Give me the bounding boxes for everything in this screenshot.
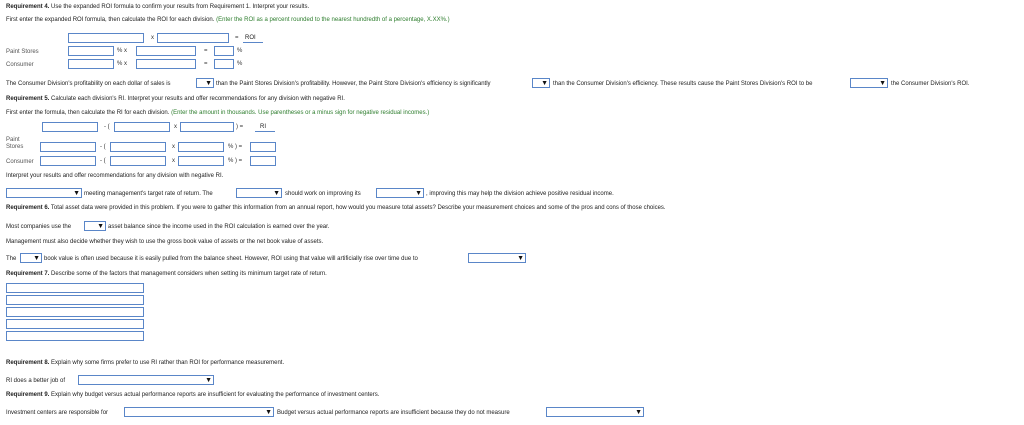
req9-dropdown-1[interactable] [124, 407, 274, 417]
req5-formula-part3[interactable] [180, 122, 234, 132]
chevron-down-icon: ▼ [205, 80, 212, 87]
req8-dropdown[interactable] [78, 375, 214, 385]
paint-stores-assets-input[interactable] [110, 142, 166, 152]
req6-heading: Requirement 6. Total asset data were provided in this problem. If you were to gather this information from an annual report, how would you measure total assets? Describe your measurement choices and some of the pros and cons of those choices. [6, 205, 666, 211]
times-sign: x [174, 124, 177, 130]
req8-heading: Requirement 8. Explain why some firms prefer to use RI rather than ROI for performance measurement. [6, 360, 285, 366]
percent-sign: % [237, 61, 243, 67]
req6-line2: Management must also decide whether they wish to use the gross book value of assets or the net book value of assets. [6, 239, 324, 245]
chevron-down-icon: ▼ [517, 255, 524, 262]
row-label-paint: Paint [6, 137, 20, 143]
req7-heading: Requirement 7. Describe some of the factors that management considers when setting its minimum target rate of return. [6, 271, 327, 277]
row-label-paint-stores: Paint Stores [6, 49, 39, 55]
req5-instruction: First enter the formula, then calculate the RI for each division. (Enter the amount in thousands. Use parentheses or a minus sign for negative residual incomes.) [6, 110, 430, 116]
chevron-down-icon: ▼ [265, 409, 272, 416]
req6-line1-a: Most companies use the [6, 224, 72, 230]
paint-stores-roi-input[interactable] [214, 46, 234, 56]
paint-stores-turnover-input[interactable] [136, 46, 196, 56]
chevron-down-icon: ▼ [97, 223, 104, 230]
req6-dropdown-2[interactable] [20, 253, 42, 263]
row-label-stores: Stores [6, 144, 24, 150]
req4-dropdown-2[interactable] [532, 78, 550, 88]
req7-answer-input-4[interactable] [6, 319, 144, 329]
equals-sign: = [235, 35, 239, 41]
req7-answer-input-5[interactable] [6, 331, 144, 341]
equals-sign: = [204, 61, 208, 67]
req5-heading: Requirement 5. Calculate each division's RI. Interpret your results and offer recommendations for any division with negative RI. [6, 96, 345, 102]
close-equals: ) = [236, 124, 244, 130]
paint-stores-margin-input[interactable] [68, 46, 114, 56]
req4-formula-part2[interactable] [157, 33, 229, 43]
req5-dropdown-1[interactable] [6, 188, 82, 198]
req4-heading: Requirement 4. Use the expanded ROI formula to confirm your results from Requirement 1. Interpret your results. [6, 4, 310, 10]
minus-paren: - ( [104, 124, 110, 130]
percent-times: % x [117, 61, 128, 67]
req7-answer-input-1[interactable] [6, 283, 144, 293]
row-label-consumer: Consumer [6, 62, 34, 68]
req6-dropdown-3[interactable] [468, 253, 526, 263]
req4-sentence-part-a: The Consumer Division's profitability on each dollar of sales is [6, 81, 171, 87]
req5-dropdown-2[interactable] [236, 188, 282, 198]
chevron-down-icon: ▼ [33, 255, 40, 262]
chevron-down-icon: ▼ [415, 190, 422, 197]
paint-stores-ri-input[interactable] [250, 142, 276, 152]
chevron-down-icon: ▼ [635, 409, 642, 416]
equals-sign: = [204, 48, 208, 54]
req6-line3-a: The [6, 256, 17, 262]
req6-dropdown-1[interactable] [84, 221, 106, 231]
req7-answer-input-3[interactable] [6, 307, 144, 317]
req5-sentence-3: , improving this may help the division achieve positive residual income. [426, 191, 614, 197]
chevron-down-icon: ▼ [73, 190, 80, 197]
percent-close-equals: % ) = [228, 144, 243, 150]
req6-line1-b: asset balance since the income used in the ROI calculation is earned over the year. [108, 224, 330, 230]
req6-line3-b: book value is often used because it is easily pulled from the balance sheet. However, ROI using that value will artificially rise over time due to [44, 256, 418, 262]
chevron-down-icon: ▼ [273, 190, 280, 197]
consumer-rate-input[interactable] [178, 156, 224, 166]
percent-sign: % [237, 48, 243, 54]
percent-times: % x [117, 48, 128, 54]
chevron-down-icon: ▼ [879, 80, 886, 87]
req4-formula-part1[interactable] [68, 33, 144, 43]
req4-instruction: First enter the expanded ROI formula, then calculate the ROI for each division. (Enter the ROI as a percent rounded to the nearest hundredth of a percentage, X.XX%.) [6, 17, 450, 23]
paint-stores-rate-input[interactable] [178, 142, 224, 152]
consumer-roi-input[interactable] [214, 59, 234, 69]
req5-formula-part2[interactable] [114, 122, 170, 132]
chevron-down-icon: ▼ [541, 80, 548, 87]
minus-paren: - ( [100, 158, 106, 164]
req4-sentence-part-d: the Consumer Division's ROI. [891, 81, 970, 87]
roi-column-header: ROI [243, 33, 263, 43]
consumer-income-input[interactable] [40, 156, 96, 166]
req4-sentence-part-c: than the Consumer Division's efficiency. These results cause the Paint Stores Division's ROI to be [553, 81, 813, 87]
req5-formula-part1[interactable] [42, 122, 98, 132]
req9-line-a: Investment centers are responsible for [6, 410, 109, 416]
consumer-margin-input[interactable] [68, 59, 114, 69]
req9-heading: Requirement 9. Explain why budget versus actual performance reports are insufficient for evaluating the performance of investment centers. [6, 392, 380, 398]
paint-stores-income-input[interactable] [40, 142, 96, 152]
percent-close-equals: % ) = [228, 158, 243, 164]
chevron-down-icon: ▼ [205, 377, 212, 384]
req5-sentence-2: should work on improving its [285, 191, 361, 197]
req5-sentence-1: meeting management's target rate of return. The [84, 191, 213, 197]
req4-sentence-part-b: than the Paint Stores Division's profitability. However, the Paint Store Division's efficiency is significantly [216, 81, 491, 87]
row-label-consumer: Consumer [6, 159, 34, 165]
req7-answer-input-2[interactable] [6, 295, 144, 305]
req5-interpret-prompt: Interpret your results and offer recommendations for any division with negative RI. [6, 173, 224, 179]
req9-line-b: Budget versus actual performance reports are insufficient because they do not measure [277, 410, 510, 416]
times-sign: x [172, 158, 175, 164]
times-sign: x [172, 144, 175, 150]
consumer-ri-input[interactable] [250, 156, 276, 166]
req8-line: RI does a better job of [6, 378, 66, 384]
consumer-turnover-input[interactable] [136, 59, 196, 69]
times-sign: x [151, 35, 154, 41]
req4-dropdown-3[interactable] [850, 78, 888, 88]
req9-dropdown-2[interactable] [546, 407, 644, 417]
ri-column-header: RI [255, 122, 275, 132]
req5-dropdown-3[interactable] [376, 188, 424, 198]
minus-paren: - ( [100, 144, 106, 150]
req4-dropdown-1[interactable] [196, 78, 214, 88]
consumer-assets-input[interactable] [110, 156, 166, 166]
